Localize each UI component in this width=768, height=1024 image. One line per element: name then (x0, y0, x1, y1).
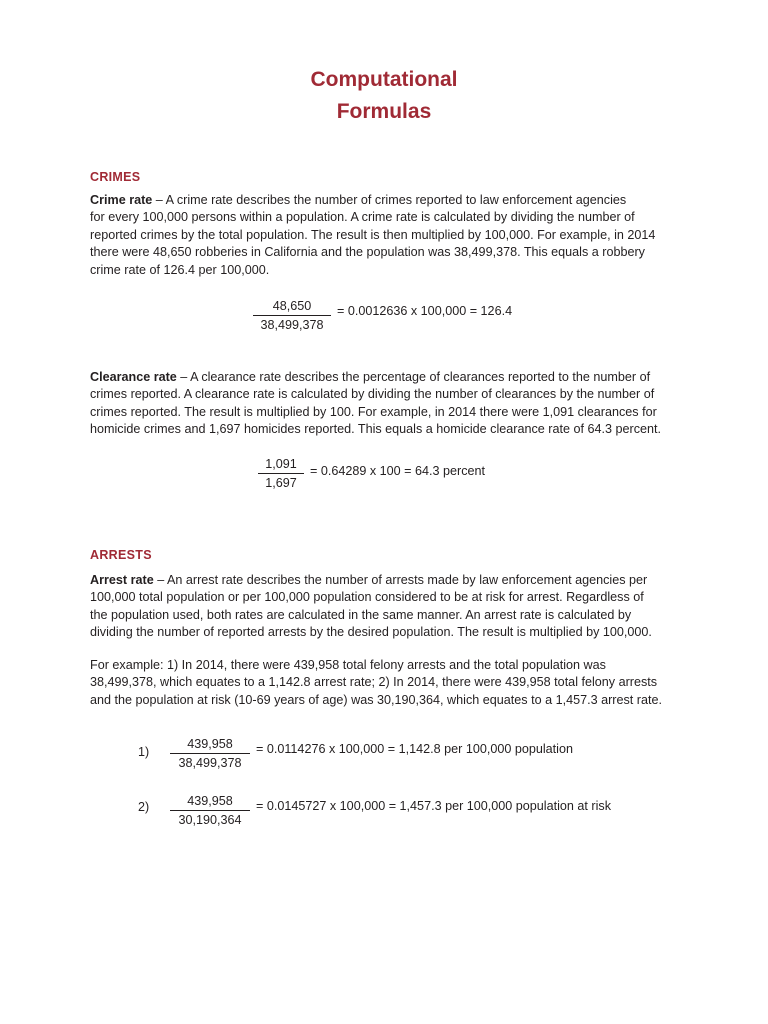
example-line: and the population at risk (10-69 years of age) was 30,190,364, which equates to a 1,457.3 arrest rate. (90, 692, 662, 707)
arrest-rate-term: Arrest rate (90, 573, 154, 587)
crime-rate-term: Crime rate (90, 193, 153, 207)
fraction-numerator: 439,958 (187, 794, 233, 808)
crime-rate-line: – A crime rate describes the number of crimes reported to law enforcement agencies (152, 193, 627, 207)
arrest-example-paragraph (90, 657, 690, 709)
arrest-result-2: = 0.0145727 x 100,000 = 1,457.3 per 100,000 population at risk (256, 799, 612, 813)
clearance-rate-fraction (258, 455, 304, 492)
fraction-denominator: 30,190,364 (178, 813, 242, 827)
clearance-rate-line: crimes reported. The result is multiplied by 100. For example, in 2014 there were 1,091 clearances for (90, 404, 657, 419)
arrests-heading: ARRESTS (90, 548, 152, 562)
example-line: For example: 1) In 2014, there were 439,958 total felony arrests and the total population was (90, 658, 606, 672)
formula-label: 1) (138, 745, 150, 759)
clearance-rate-paragraph (90, 369, 690, 439)
arrest-rate-paragraph (90, 572, 690, 642)
crime-rate-paragraph (90, 192, 690, 279)
clearance-rate-result: = 0.64289 x 100 = 64.3 percent (310, 464, 486, 478)
crimes-heading: CRIMES (90, 170, 141, 184)
arrest-result-1: = 0.0114276 x 100,000 = 1,142.8 per 100,000 population (256, 742, 573, 756)
fraction-denominator: 38,499,378 (260, 318, 324, 332)
arrest-rate-line: 100,000 total population or per 100,000 population considered to be at risk for arrest. Regardless of (90, 590, 644, 605)
clearance-rate-line: – A clearance rate describes the percentage of clearances reported to the number of (176, 370, 651, 384)
crime-rate-fraction (253, 297, 331, 334)
fraction-numerator: 48,650 (272, 299, 312, 313)
crime-rate-line: for every 100,000 persons within a population. A crime rate is calculated by dividing the number of (90, 210, 635, 225)
crime-rate-line: reported crimes by the total population. The result is then multiplied by 100,000. For example, in 2014 (90, 227, 656, 242)
title-line-2: Formulas (336, 100, 432, 123)
fraction-denominator: 1,697 (265, 476, 297, 490)
crime-rate-result: = 0.0012636 x 100,000 = 126.4 (337, 304, 513, 318)
formula-label: 2) (138, 800, 150, 814)
crime-rate-line: crime rate of 126.4 per 100,000. (90, 262, 270, 277)
crime-rate-line: there were 48,650 robberies in California and the population was 38,499,378. This equals a robbery (90, 245, 645, 260)
fraction-numerator: 1,091 (265, 457, 297, 471)
clearance-rate-term: Clearance rate (90, 370, 177, 384)
fraction-denominator: 38,499,378 (178, 756, 242, 770)
clearance-rate-line: homicide crimes and 1,697 homicides reported. This equals a homicide clearance rate of 64.3 percent. (90, 422, 661, 437)
clearance-rate-line: crimes reported. A clearance rate is calculated by dividing the number of clearances by the number of (90, 387, 655, 402)
arrest-rate-line: dividing the number of reported arrests by the desired population. The result is multiplied by 100,000. (90, 625, 652, 640)
arrest-rate-line: the population used, both rates are calculated in the same manner. An arrest rate is calculated by (90, 607, 632, 622)
arrest-rate-line: – An arrest rate describes the number of arrests made by law enforcement agencies per (153, 573, 648, 587)
fraction-numerator: 439,958 (187, 737, 233, 751)
example-line: 38,499,378, which equates to a 1,142.8 arrest rate; 2) In 2014, there were 439,958 total felony arrests (90, 675, 658, 690)
arrest-fraction-2 (170, 792, 250, 829)
title-line-1: Computational (310, 68, 458, 91)
arrest-fraction-1 (170, 735, 250, 772)
page-title (0, 64, 768, 128)
